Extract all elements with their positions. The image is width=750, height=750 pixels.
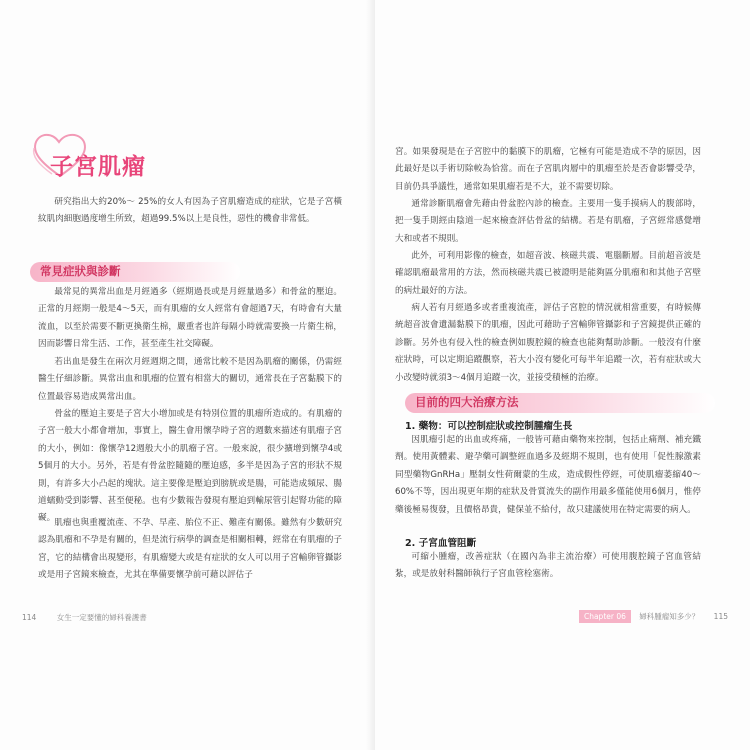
symptom-paragraph: 最常見的異常出血是月經過多（經期過長或是月經量過多）和骨盆的壓迫。正常的月經期一般是4～5天，而有肌瘤的女人經常有會超過7天，有時會有大量流血，以至於需要不斷更換衛生棉，嚴重者也許每隔小時就需要換一片衛生棉，因而影響日常生活、工作，甚至產生社交障礙。 (38, 287, 342, 350)
page-number: 114 (22, 613, 37, 622)
symptom-paragraph: 骨盆的壓迫主要是子宮大小增加或是有特別位置的肌瘤所造成的。有肌瘤的子宮一般大小都會增加，事實上，醫生會用懷孕時子宮的週數來描述有肌瘤子宮的大小，例如：像懷孕12週般大小的肌瘤子宮。一般來說，很少擴增到懷孕4或5個月的大小。另外，若是有骨盆腔隨隨的壓迫感，多半是因為子宮的形狀不規則，有許多大小凸起的塊狀。這主要像是壓迫到膀胱或是腸，可能造成頻尿、腸道蠕動受到影響、甚至便秘。也有少數報告發現有壓迫到輸尿管引起腎功能的障礙。 (38, 409, 342, 524)
body-paragraph: 通常診斷肌瘤會先藉由骨盆腔內診的檢查。主要用一隻手摸病人的腹部時，把一隻手則經由陰道一起來檢查評估骨盆的結構。若是有肌瘤，子宮經常感覺增大和或者不規則。 (395, 199, 701, 244)
symptom-paragraph: 若出血是發生在兩次月經週期之間，通常比較不是因為肌瘤的關係，仍需經醫生仔細診斷。異常出血和肌瘤的位置有相當大的關切，通常長在子宮黏膜下的位置最容易造成異常出血。 (38, 357, 342, 402)
left-footer (22, 612, 165, 623)
subsection-heading: 2. 子宮血管阻斷 (405, 538, 477, 549)
body-paragraph: 可縮小腫瘤，改善症狀（在國內為非主流治療）可使用腹腔鏡子宮血管結紮，或是放射科醫師執行子宮血管栓塞術。 (395, 552, 701, 580)
section-heading-text: 常見症狀與診斷 (40, 264, 121, 278)
body-paragraph: 宮。如果發現是在子宮腔中的黏膜下的肌瘤，它極有可能是造成不孕的原因，因此最好是以手術切除較為恰當。而在子宮肌肉層中的肌瘤至於是否會影響受孕，目前仍具爭議性，通常如果肌瘤若是不大，並不需要切除。 (395, 147, 701, 192)
body-paragraph: 此外，可利用影像的檢查，如超音波、核磁共震、電腦斷層。目前超音波是確認肌瘤最常用的方法，然而核磁共震已被證明是能夠區分肌瘤和和其他子宮壁的病灶最好的方法。 (395, 251, 701, 296)
page-title: 子宮肌瘤 (50, 154, 146, 180)
page-number: 115 (713, 612, 728, 621)
section-heading-treatments (405, 393, 715, 413)
intro-paragraph: 研究指出大約20%～ 25%的女人有因為子宮肌瘤造成的症狀，它是子宮橫紋肌肉細胞過度增生所致，超過99.5%以上是良性，惡性的機會非常低。 (38, 197, 342, 225)
body-paragraph: 病人若有月經過多或者重複流產，評估子宮腔的情況就相當重要，有時候傳統超音波會遺漏黏膜下的肌瘤，因此可藉助子宮輸卵管攝影和子宮鏡提供正確的診斷。另外也有侵入性的檢查例如腹腔鏡的檢查也能夠幫助診斷。一般沒有什麼症狀時，可以定期追蹤觀察，若大小沒有變化可每半年追蹤一次，若有症狀或大小改變時就須3～4個月追蹤一次，並接受積極的治療。 (395, 303, 701, 383)
chapter-badge: Chapter 06 (579, 610, 631, 623)
chapter-title-block (30, 130, 170, 190)
symptom-paragraph: 肌瘤也與重覆流產、不孕、早產、胎位不正、難產有關係。雖然有少數研究認為肌瘤和不孕是有關的，但是流行病學的調查是相關相轉，經常在有肌瘤的子宮，它的結構會出現變形，有肌瘤變大或是有症狀的女人可以用子宮輸卵管攝影或是用子宮鏡來檢查，尤其在準備要懷孕前可藉以評估子 (38, 518, 342, 581)
chapter-title: 婦科腫瘤知多少？ (639, 612, 700, 621)
right-footer (579, 610, 728, 623)
book-title: 女生一定要懂的婦科養護書 (56, 613, 147, 622)
subsection-heading: 1. 藥物：可以控制症狀或控制腫瘤生長 (405, 421, 573, 432)
section-heading-symptoms (30, 262, 240, 282)
body-paragraph: 因肌瘤引起的出血或疼痛，一般皆可藉由藥物來控制，包括止痛劑、補充鐵劑。使用黃體素、避孕藥可調整經血過多及經期不規則，也有使用「促性腺激素同型藥物GnRHa」壓制女性荷爾蒙的生成，造成假性停經，可使肌瘤萎縮40～60%不等，因出現更年期的症狀及骨質流失的副作用最多僅能使用6個月，惟停藥後極易復發，且價格昂貴，健保並不給付，故只建議使用在特定需要的病人。 (395, 435, 701, 515)
right-page (375, 0, 750, 750)
section-heading-text: 目前的四大治療方法 (415, 395, 519, 409)
